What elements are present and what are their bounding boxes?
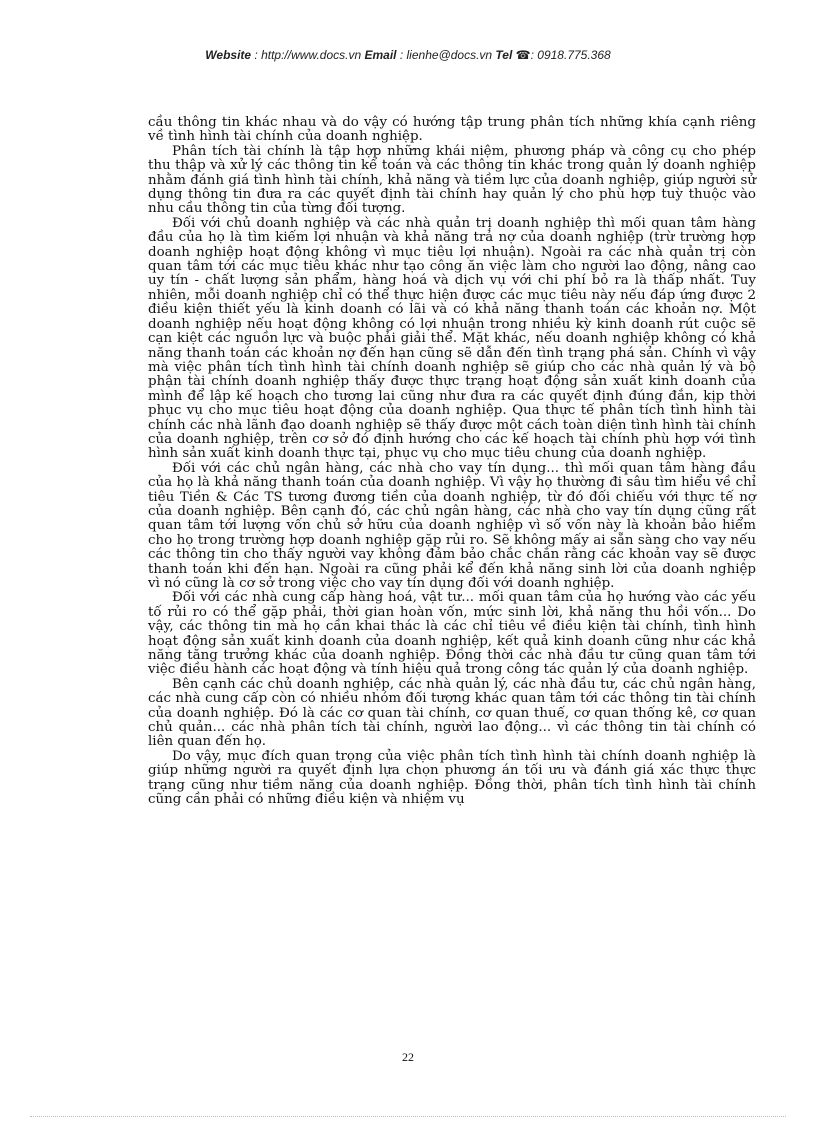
tel-value: ☎: 0918.775.368 [515,48,611,62]
paragraph: cầu thông tin khác nhau và do vậy có hướng tập trung phân tích những khía cạnh riêng về tình hình tài chính của doanh nghiệp. [148,115,756,145]
page-number: 22 [402,1050,414,1064]
paragraph: Bên cạnh các chủ doanh nghiệp, các nhà quản lý, các nhà đầu tư, các chủ ngân hàng, các nhà cung cấp còn có nhiều nhóm đối tượng khác quan tâm tới các thông tin tài chính của doanh nghiệp. Đó là các cơ quan tài chính, cơ quan thuế, cơ quan thống kê, cơ quan chủ quản... các nhà phân tích tài chính, người lao động... vì các thông tin tài chính có liên quan đến họ. [148,676,756,750]
paragraph: Do vậy, mục đích quan trọng của việc phân tích tình hình tài chính doanh nghiệp là giúp những người ra quyết định lựa chọn phương án tối ưu và đánh giá xác thực thực trạng cũng như tiềm năng của doanh nghiệp. Đồng thời, phân tích tình hình tài chính cũng cần phải có những điều kiện và nhiệm vụ [148,748,756,808]
website-value: : http://www.docs.vn [254,48,362,62]
paragraph: Phân tích tài chính là tập hợp những khái niệm, phương pháp và công cụ cho phép thu thập và xử lý các thông tin kế toán và các thông tin khác trong quản lý doanh nghiệp nhằm đánh giá tình hình tài chính, khả năng và tiềm lực của doanh nghiệp, giúp người sử dụng thông tin đưa ra các quyết định tài chính hay quản lý cho phù hợp tuỳ thuộc vào nhu cầu thông tin của từng đối tượng. [148,143,756,217]
email-value: : lienhe@docs.vn [399,48,493,62]
paragraph: Đối với các chủ ngân hàng, các nhà cho vay tín dụng... thì mối quan tâm hàng đầu của họ là khả năng thanh toán của doanh nghiệp. Vì vậy họ thường đi sâu tìm hiểu về chỉ tiêu Tiền & Các TS tương đương tiền của doanh nghiệp, từ đó đối chiếu với thực tế nợ của doanh nghiệp. Bên cạnh đó, các chủ ngân hàng, các nhà cho vay tín dụng cũng rất quan tâm tới lượng vốn chủ sở hữu của doanh nghiệp vì số vốn này là khoản bảo hiểm cho họ trong trường hợp doanh nghiệp gặp rủi ro. Sẽ không mấy ai sẵn sàng cho vay nếu các thông tin cho thấy người vay không đảm bảo chắc chắn rằng các khoản vay sẽ được thanh toán khi đến hạn. Ngoài ra cũng phải kể đến khả năng sinh lời của doanh nghiệp vì nó cũng là cơ sở trong việc cho vay tín dụng đối với doanh nghiệp. [148,460,756,591]
paragraph: Đối với chủ doanh nghiệp và các nhà quản trị doanh nghiệp thì mối quan tâm hàng đầu của họ là tìm kiếm lợi nhuận và khả năng trả nợ của doanh nghiệp (trừ trường hợp doanh nghiệp hoạt động không vì mục tiêu lợi nhuận). Ngoài ra các nhà quản trị còn quan tâm tới các mục tiêu khác như tạo công ăn việc làm cho người lao động, nâng cao uy tín - chất lượng sản phẩm, hàng hoá và dịch vụ với chi phí bỏ ra là thấp nhất. Tuy nhiên, mỗi doanh nghiệp chỉ có thể thực hiện được các mục tiêu này nếu đáp ứng được 2 điều kiện thiết yếu là kinh doanh có lãi và có khả năng thanh toán các khoản nợ. Một doanh nghiệp nếu hoạt động không có lợi nhuận trong nhiều kỳ kinh doanh rút cuộc sẽ cạn kiệt các nguồn lực và buộc phải giải thể. Mặt khác, nếu doanh nghiệp không có khả năng thanh toán các khoản nợ đến hạn cũng sẽ dẫn đến tình trạng phá sản. Chính vì vậy mà việc phân tích tình hình tài chính doanh nghiệp sẽ giúp cho các nhà quản lý và bộ phận tài chính doanh nghiệp thấy được thực trạng hoạt động sản xuất kinh doanh của mình để lập kế hoạch cho tương lai cũng như đưa ra các quyết định đúng đắn, kịp thời phục vụ cho mục tiêu hoạt động của doanh nghiệp. Qua thực tế phân tích tình hình tài chính các nhà lãnh đạo doanh nghiệp sẽ thấy được một cách toàn diện tình hình tài chính của doanh nghiệp, trên cơ sở đó định hướng cho các kế hoạch tài chính phù hợp với tình hình sản xuất kinh doanh thực tại, phục vụ cho mục tiêu chung của doanh nghiệp. [148,215,756,462]
website-label: Website [205,48,252,62]
paragraph: Đối với các nhà cung cấp hàng hoá, vật tư... mối quan tâm của họ hướng vào các yếu tố rủi ro có thể gặp phải, thời gian hoàn vốn, mức sinh lời, khả năng thu hồi vốn... Do vậy, các thông tin mà họ cần khai thác là các chỉ tiêu về điều kiện tài chính, tình hình hoạt động sản xuất kinh doanh của doanh nghiệp, kết quả kinh doanh cũng như các khả năng tăng trưởng khác của doanh nghiệp. Đồng thời các nhà đầu tư cũng quan tâm tới việc điều hành các hoạt động và tính hiệu quả trong công tác quản lý của doanh nghiệp. [148,590,756,678]
email-label: Email [364,48,397,62]
document-body [148,116,756,808]
tel-label: Tel [495,48,513,62]
footer-divider [30,1116,786,1117]
page-header [0,48,816,62]
